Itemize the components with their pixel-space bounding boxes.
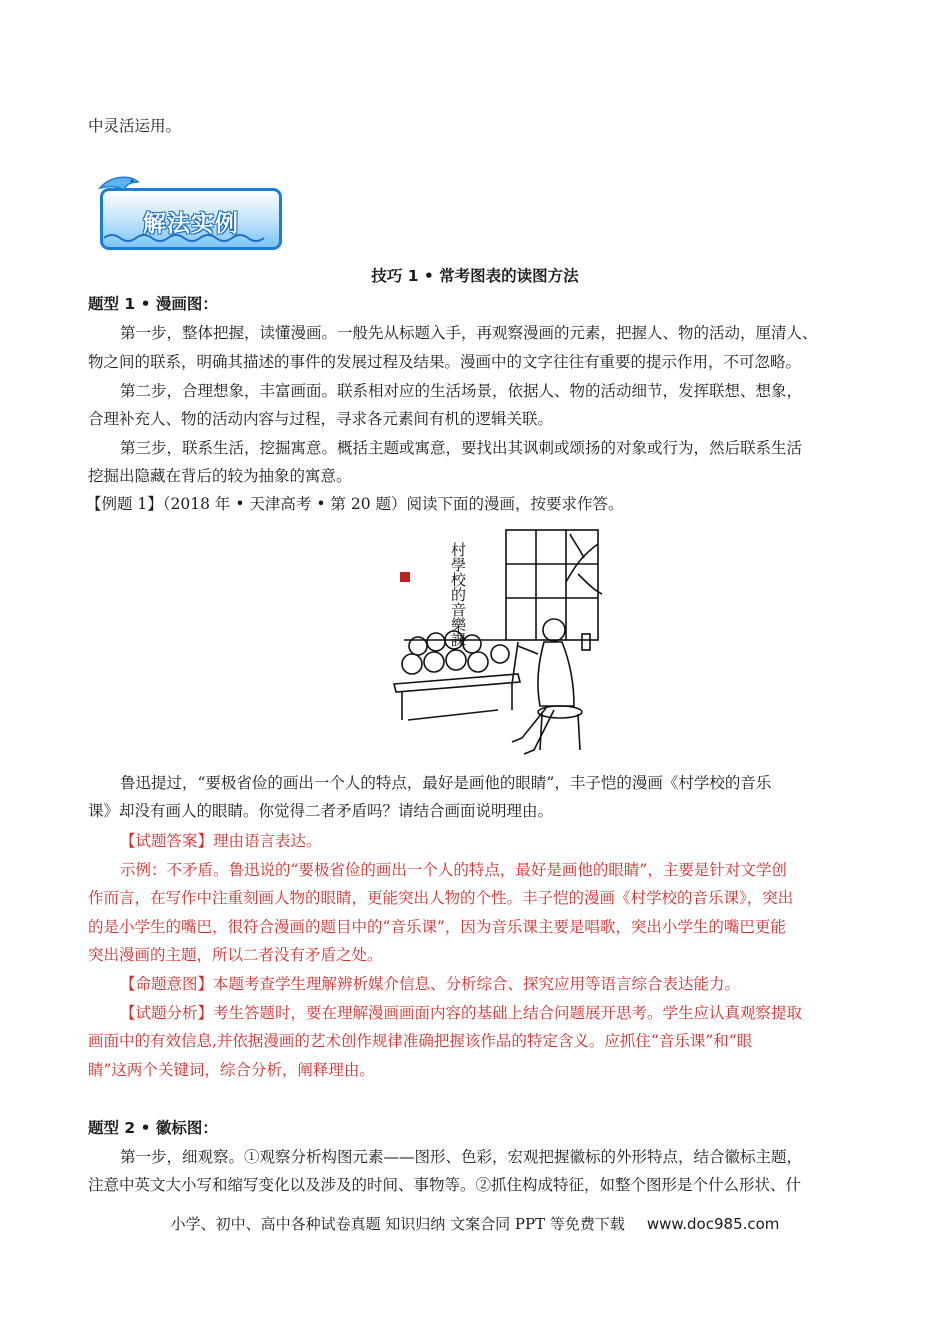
sample-line3: 的是小学生的嘴巴，很符合漫画的题目中的“音乐课”，因为音乐课主要是唱歌，突出小学生的嘴巴更能 [88,918,786,936]
cartoon-image [388,524,610,764]
type2-line2: 注意中英文大小写和缩写变化以及涉及的时间、事物等。②抓住构成特征，如整个图形是个什么形状、什 [88,1176,802,1194]
answer-label: 【试题答案】理由语言表达。 [120,832,322,850]
type1-step2-line1: 第二步，合理想象，丰富画面。联系相对应的生活场景，依据人、物的活动细节，发挥联想、想象， [120,382,803,400]
example1-title: 【例题 1】（2018 年 • 天津高考 • 第 20 题）阅读下面的漫画，按要求作答。 [86,495,624,513]
analysis-line1: 【试题分析】考生答题时，要在理解漫画画面内容的基础上结合问题展开思考。学生应认真观察提取 [120,1004,803,1022]
intent-line: 【命题意图】本题考查学生理解辨析媒介信息、分析综合、探究应用等语言综合表达能力。 [120,975,741,993]
type2-heading: 题型 2 • 徽标图： [88,1119,218,1137]
question-line2: 课》却没有画人的眼睛。你觉得二者矛盾吗？请结合画面说明理由。 [88,802,554,820]
footer-url[interactable]: www.doc985.com [646,1215,780,1233]
footer-text: 小学、初中、高中各种试卷真题 知识归纳 文案合同 PPT 等免费下载 [170,1215,625,1233]
sample-line1: 示例：不矛盾。鲁迅说的“要极省俭的画出一个人的特点，最好是画他的眼睛”，主要是针对文学创 [120,861,787,879]
sample-line4: 突出漫画的主题，所以二者没有矛盾之处。 [88,946,383,964]
cartoon-title: 村學校的音樂課 [449,542,467,647]
type2-line1: 第一步，细观察。①观察分析构图元素——图形、色彩，宏观把握徽标的外形特点，结合徽标主题， [120,1148,803,1166]
type1-heading: 题型 1 • 漫画图： [88,295,218,313]
section-title: 技巧 1 • 常考图表的读图方法 [371,267,579,285]
type1-step3-line2: 挖掘出隐藏在背后的较为抽象的寓意。 [88,467,352,485]
solution-example-banner [96,174,282,250]
dolphin-icon [96,174,282,250]
type1-step3-line1: 第三步，联系生活，挖掘寓意。概括主题或寓意，要找出其讽刺或颂扬的对象或行为，然后联系生活 [120,439,803,457]
sample-line2: 作而言，在写作中注重刻画人物的眼睛，更能突出人物的个性。丰子恺的漫画《村学校的音乐课》，突出 [88,889,794,907]
cartoon-village-music-class [388,524,610,764]
intro-tail: 中灵活运用。 [88,117,182,135]
banner-label: 解法实例 [143,211,239,237]
question-line1: 鲁迅提过，“要极省俭的画出一个人的特点，最好是画他的眼睛”，丰子恺的漫画《村学校的音乐 [120,774,772,792]
analysis-line3: 睛”这两个关键词，综合分析，阐释理由。 [88,1061,375,1079]
type1-step1-line1: 第一步，整体把握，读懂漫画。一般先从标题入手，再观察漫画的元素，把握人、物的活动，厘清人、 [120,324,818,342]
page-footer [0,1213,950,1234]
type1-step1-line2: 物之间的联系，明确其描述的事件的发展过程及结果。漫画中的文字往往有重要的提示作用，不可忽略。 [88,353,802,371]
type1-step2-line2: 合理补充人、物的活动内容与过程，寻求各元素间有机的逻辑关联。 [88,410,554,428]
analysis-line2: 画面中的有效信息,并依据漫画的艺术创作规律准确把握该作品的特定含义。应抓住“音乐课”和“眼 [88,1032,753,1050]
